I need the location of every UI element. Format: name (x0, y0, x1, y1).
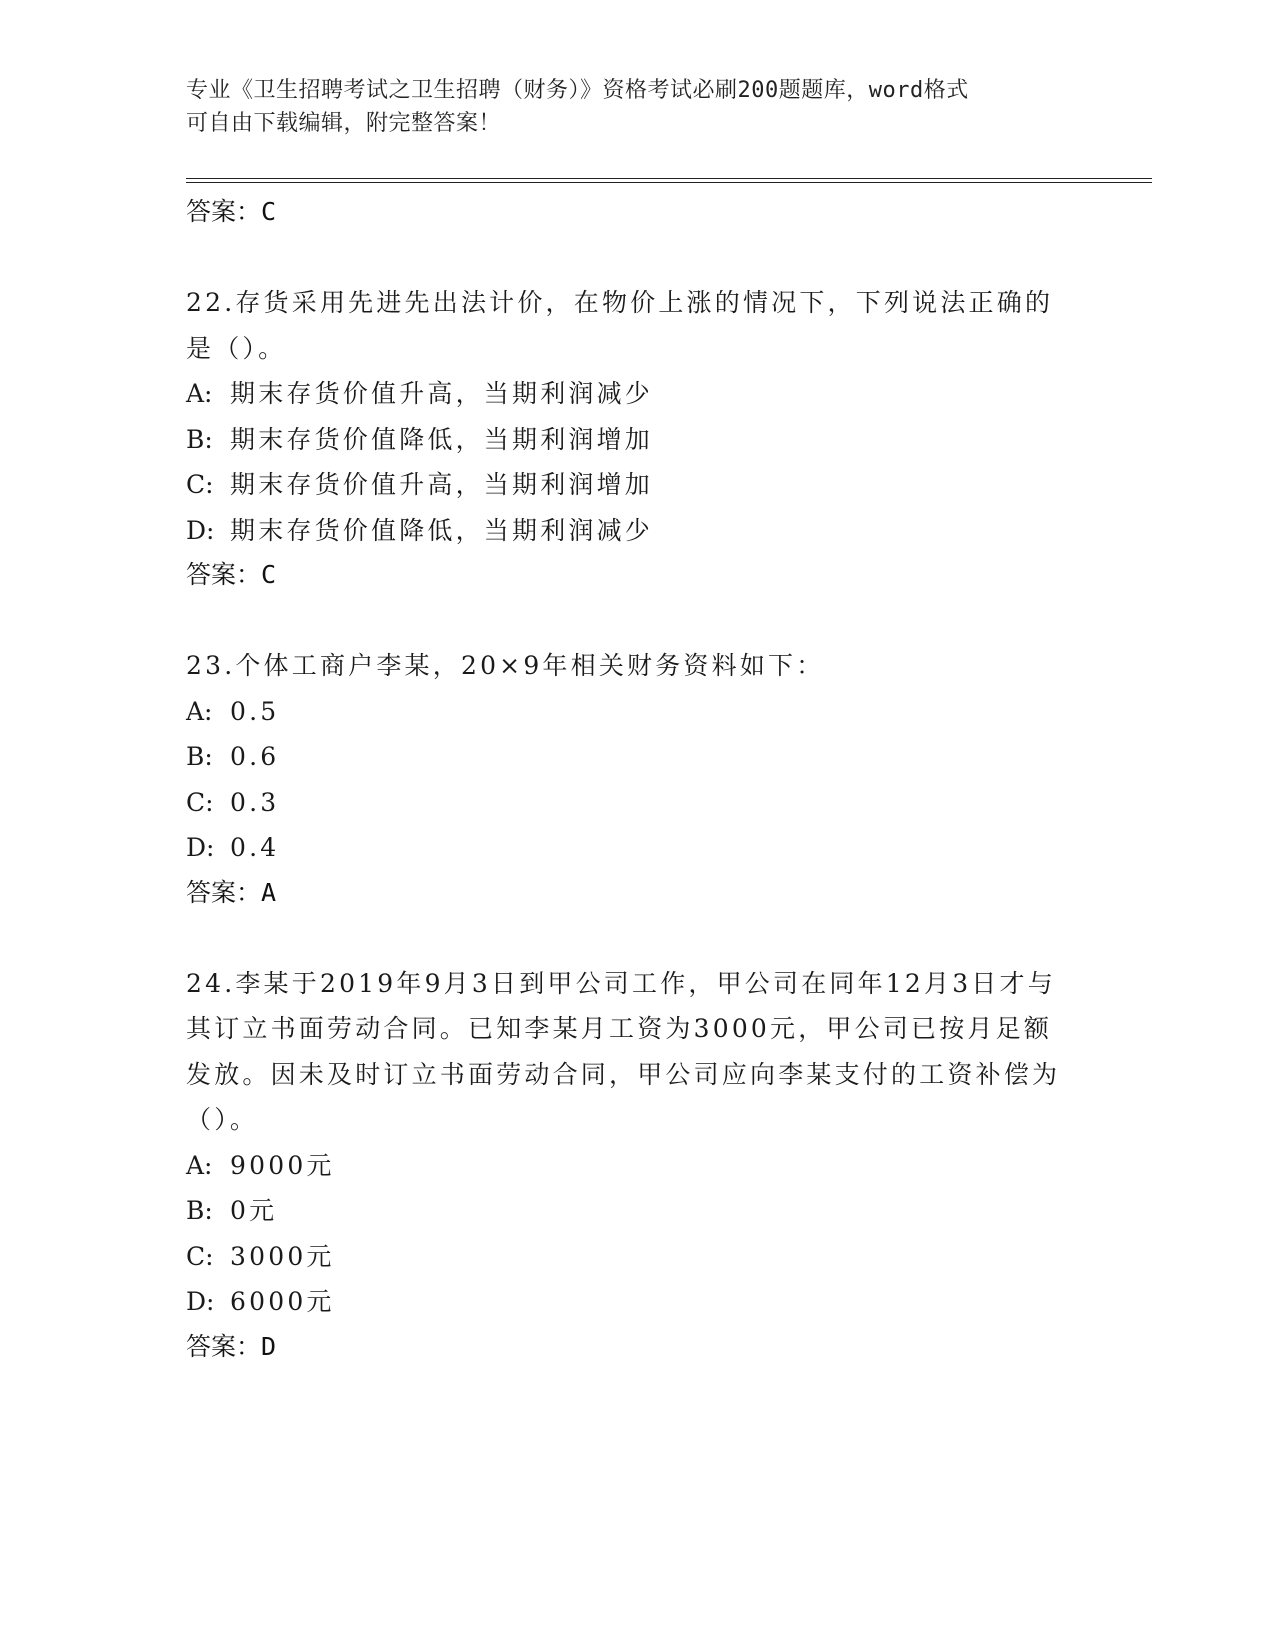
option-c (186, 462, 1086, 508)
question-text: 24.李某于2019年9月3日到甲公司工作，甲公司在同年12月3日才与其订立书面劳动合同。已知李某月工资为3000元，甲公司已按月足额发放。因未及时订立书面劳动合同，甲公司应向李某支付的工资补偿为（）。 (186, 968, 1061, 1134)
question-list (186, 190, 1086, 1369)
option-letter: A: (186, 696, 213, 726)
option-text: 期末存货价值降低，当期利润减少 (230, 515, 654, 545)
option-b (186, 417, 1086, 463)
question-answer: 答案：D (186, 1331, 277, 1361)
header-title-line-2: 可自由下载编辑，附完整答案！ (186, 111, 502, 136)
option-letter: C: (186, 470, 214, 499)
option-text: 6000元 (230, 1287, 335, 1316)
option-text: 3000元 (230, 1241, 335, 1271)
option-text: 期末存货价值升高，当期利润增加 (230, 470, 654, 499)
question-22 (186, 280, 1086, 597)
header-title-line-1: 专业《卫生招聘考试之卫生招聘（财务）》资格考试必刷200题题库，word格式 (186, 78, 969, 103)
option-letter: B: (186, 1196, 213, 1225)
question-24 (186, 961, 1086, 1369)
option-letter: B: (186, 424, 213, 454)
option-letter: D: (186, 515, 215, 545)
option-letter: D: (186, 833, 215, 862)
option-d (186, 508, 1086, 554)
option-b (186, 1188, 1086, 1234)
option-letter: C: (186, 787, 214, 817)
option-text: 期末存货价值降低，当期利润增加 (230, 424, 654, 454)
option-letter: B: (186, 742, 213, 771)
question-text: 23.个体工商户李某，20×9年相关财务资料如下： (186, 651, 825, 680)
header-divider (186, 178, 1152, 183)
option-letter: C: (186, 1241, 214, 1271)
question-23 (186, 643, 1086, 915)
option-text: 0元 (230, 1196, 278, 1225)
option-text: 0.6 (230, 742, 280, 771)
option-text: 0.4 (230, 833, 280, 862)
option-c (186, 1234, 1086, 1280)
option-text: 期末存货价值升高，当期利润减少 (230, 379, 654, 408)
option-b (186, 734, 1086, 780)
option-a (186, 371, 1086, 417)
option-letter: A: (186, 379, 213, 408)
option-text: 9000元 (230, 1150, 335, 1180)
option-text: 0.5 (230, 696, 280, 726)
question-answer: 答案：A (186, 877, 277, 907)
previous-question-answer: 答案：C (186, 197, 277, 226)
option-c (186, 780, 1086, 826)
option-letter: A: (186, 1150, 213, 1180)
option-d (186, 1279, 1086, 1325)
option-letter: D: (186, 1287, 215, 1316)
option-text: 0.3 (230, 787, 280, 817)
question-answer: 答案：C (186, 560, 277, 589)
page-header (186, 74, 1066, 140)
question-text: 22.存货采用先进先出法计价，在物价上涨的情况下，下列说法正确的是（）。 (186, 288, 1054, 363)
option-a (186, 1143, 1086, 1189)
option-d (186, 825, 1086, 871)
option-a (186, 689, 1086, 735)
